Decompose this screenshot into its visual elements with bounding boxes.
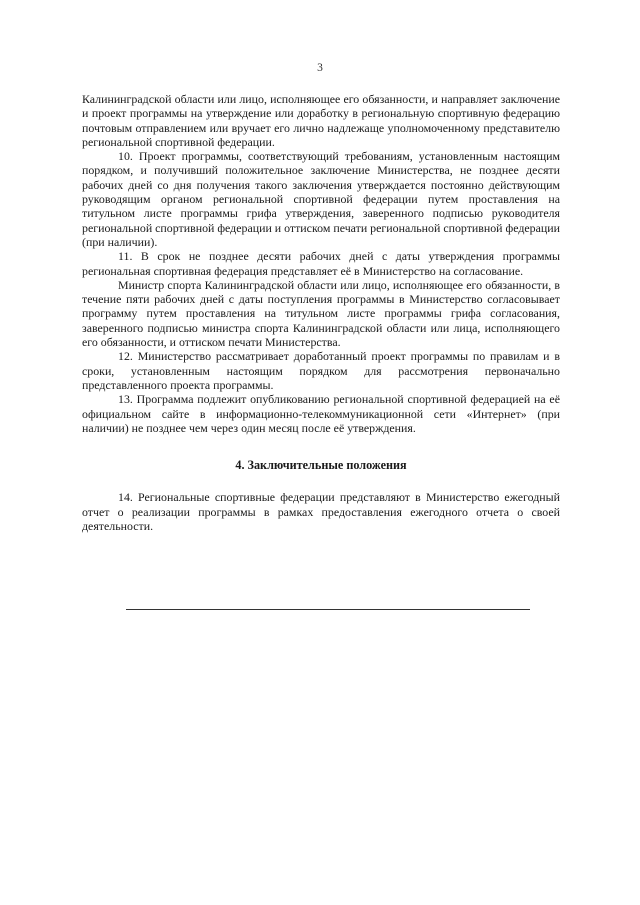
paragraph-11: 11. В срок не позднее десяти рабочих дней с даты утверждения программы региональная спортивная федерация представляет её в Министерство на согласование.	[82, 249, 560, 278]
paragraph-13: 13. Программа подлежит опубликованию региональной спортивной федерацией на её официальном сайте в информационно-телекоммуникационной сети «Интернет» (при наличии) не позднее чем через один месяц после её утверждения.	[82, 392, 560, 435]
paragraph-continuation: Калининградской области или лицо, исполняющее его обязанности, и направляет заключение и проект программы на утверждение или доработку в региональную спортивную федерацию почтовым отправлением или вручает его лично надлежаще уполномоченному представителю региональной спортивной федерации.	[82, 92, 560, 149]
paragraph-10: 10. Проект программы, соответствующий требованиям, установленным настоящим порядком, и получивший положительное заключение Министерства, не позднее десяти рабочих дней со дня получения такого заключения утверждается постоянно действующим руководящим органом региональной спортивной федерации путем проставления на титульном листе программы грифа утверждения, заверенного подписью руководителя региональной спортивной федерации и оттиском печати региональной спортивной федерации (при наличии).	[82, 149, 560, 249]
document-body	[82, 92, 560, 533]
page-number: 3	[317, 62, 323, 74]
section-heading: 4. Заключительные положения	[235, 458, 407, 473]
paragraph-14: 14. Региональные спортивные федерации представляют в Министерство ежегодный отчет о реализации программы в рамках предоставления ежегодного отчета о своей деятельности.	[82, 490, 560, 534]
paragraph-12: 12. Министерство рассматривает доработанный проект программы по правилам и в сроки, установленным настоящим порядком для рассмотрения первоначально представленного проекта программы.	[82, 349, 560, 392]
end-divider-line	[126, 609, 530, 610]
paragraph-minister-approval: Министр спорта Калининградской области или лицо, исполняющее его обязанности, в течение пяти рабочих дней с даты поступления программы в Министерство согласовывает программу путем проставления на титульном листе программы грифа согласования, заверенного подписью министра спорта Калининградской области или лица, исполняющего его обязанности, и оттиском печати Министерства.	[82, 277, 560, 350]
